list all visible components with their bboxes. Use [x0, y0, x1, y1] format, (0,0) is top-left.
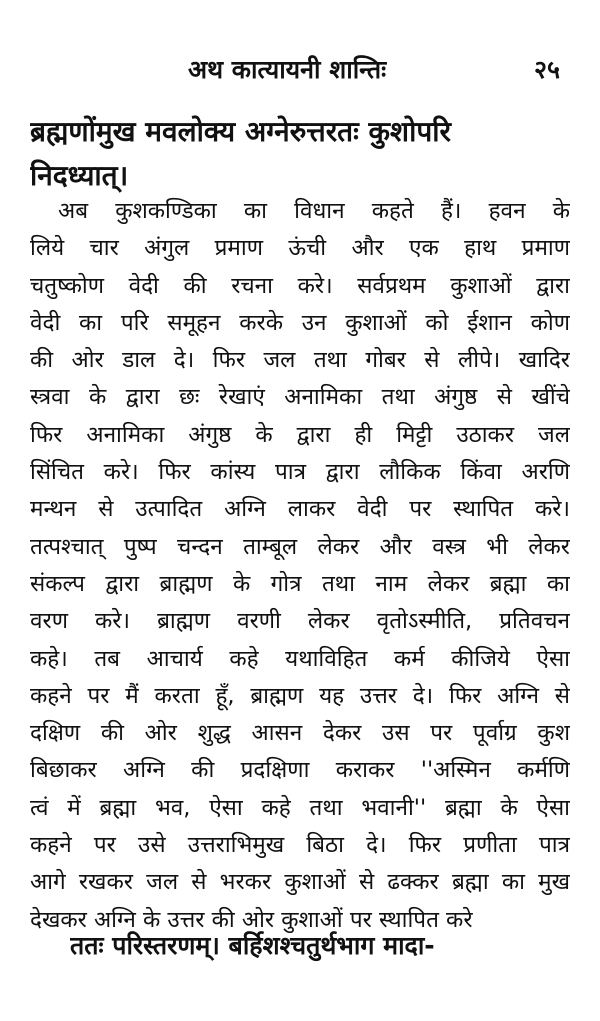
paragraph-line: फिर अनामिका अंगुष्ठ के द्वारा ही मिट्टी उठाकर जल [30, 421, 570, 448]
paragraph-line: दक्षिण की ओर शुद्ध आसन देकर उस पर पूर्वाग्र कुश [30, 720, 570, 747]
paragraph-line: वेदी का परि समूहन करके उन कुशाओं को ईशान कोण [30, 309, 570, 336]
paragraph-line: चतुष्कोण वेदी की रचना करे। सर्वप्रथम कुशाओं द्वारा [30, 272, 570, 299]
sanskrit-verse-bottom: ततः परिस्तरणम्। बर्हिशश्चतुर्थभाग मादा- [70, 931, 435, 960]
paragraph-line: मन्थन से उत्पादित अग्नि लाकर वेदी पर स्थापित करे। [30, 496, 570, 523]
sanskrit-verse-top [30, 110, 570, 198]
page-header [0, 52, 600, 92]
sanskrit-line: ब्रह्मणोंमुख मवलोक्य अग्नेरुत्तरतः कुशोपरि [30, 115, 451, 148]
paragraph-line: कहने पर उसे उत्तराभिमुख बिठा दे। फिर प्रणीता पात्र [30, 832, 570, 859]
page-number: २५ [533, 55, 560, 84]
paragraph-line: वरण करे। ब्राह्मण वरणी लेकर वृतोऽस्मीति, प्रतिवचन [30, 608, 570, 635]
paragraph-line: त्वं में ब्रह्मा भव, ऐसा कहे तथा भवानी'' ब्रह्मा के ऐसा [30, 794, 570, 821]
paragraph-line: कहे। तब आचार्य कहे यथाविहित कर्म कीजिये ऐसा [30, 645, 570, 672]
hindi-paragraph [30, 193, 570, 939]
paragraph-line: देखकर अग्नि के उत्तर की ओर कुशाओं पर स्थापित करे [30, 906, 473, 933]
running-title: अथ कात्यायनी शान्तिः [188, 55, 387, 84]
paragraph-line: संकल्प द्वारा ब्राह्मण के गोत्र तथा नाम लेकर ब्रह्मा का [30, 570, 570, 597]
paragraph-line: स्त्रवा के द्वारा छः रेखाएं अनामिका तथा अंगुष्ठ से खींचे [30, 384, 570, 411]
paragraph-line: की ओर डाल दे। फिर जल तथा गोबर से लीपे। खादिर [30, 347, 570, 374]
paragraph-line: तत्पश्चात् पुष्प चन्दन ताम्बूल लेकर और वस्त्र भी लेकर [30, 533, 570, 560]
paragraph-line: सिंचित करे। फिर कांस्य पात्र द्वारा लौकिक किंवा अरणि [30, 459, 570, 486]
paragraph-line: लिये चार अंगुल प्रमाण ऊंची और एक हाथ प्रमाण [30, 235, 570, 262]
paragraph-line: बिछाकर अग्नि की प्रदक्षिणा कराकर ''अस्मिन कर्मणि [30, 757, 570, 784]
paragraph-line: आगे रखकर जल से भरकर कुशाओं से ढक्कर ब्रह्मा का मुख [30, 869, 570, 896]
paragraph-line: अब कुशकण्डिका का विधान कहते हैं। हवन के [58, 198, 570, 224]
sanskrit-line: निदध्यात्। [30, 159, 129, 192]
paragraph-line: कहने पर मैं करता हूँ, ब्राह्मण यह उत्तर दे। फिर अग्नि से [30, 682, 570, 709]
